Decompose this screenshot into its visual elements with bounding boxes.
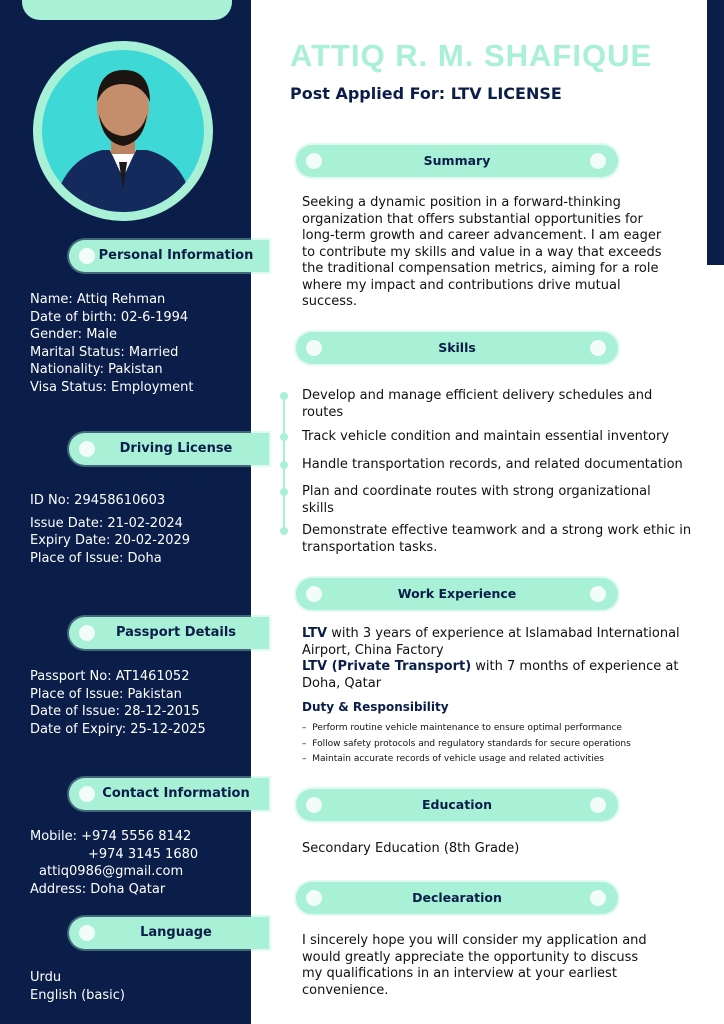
language-header: Language <box>69 917 269 949</box>
language-english: English (basic) <box>30 987 125 1003</box>
contact-information-list <box>30 828 245 898</box>
driving-license-list <box>30 492 245 567</box>
duty-list <box>302 721 712 768</box>
passport-place-of-issue: Place of Issue: Pakistan <box>30 686 182 702</box>
pill-dot-icon <box>79 441 95 457</box>
duty-item: – Follow safety protocols and regulatory standards for secure operations <box>302 738 631 749</box>
work-experience-jobs <box>302 626 707 692</box>
candidate-name: ATTIQ R. M. SHAFIQUE <box>290 38 653 73</box>
summary-header: Summary <box>296 145 618 177</box>
passport-expiry-date: Date of Expiry: 25-12-2025 <box>30 721 206 737</box>
bullet-dot-icon <box>280 392 288 400</box>
declaration-header: Declearation <box>296 882 618 914</box>
bullet-dot-icon <box>280 488 288 496</box>
bullet-dot-icon <box>280 527 288 535</box>
summary-text: Seeking a dynamic position in a forward-thinking organization that offers substantial opportunities for long-term growth and career advancement. I am eager to contribute my skills and value in a way that exceeds the traditional compensation metrics, aiming for a role where my impact and contributions drive mutual success. <box>302 195 662 309</box>
contact-address: Address: Doha Qatar <box>30 881 166 897</box>
passport-details-header: Passport Details <box>69 617 269 649</box>
personal-information-header: Personal Information <box>69 240 269 272</box>
contact-mobile: Mobile: +974 5556 8142 <box>30 829 192 844</box>
passport-number: Passport No: AT1461052 <box>30 669 190 684</box>
duty-item: – Maintain accurate records of vehicle usage and related activities <box>302 754 604 764</box>
language-urdu: Urdu <box>30 970 62 985</box>
education-text: Secondary Education (8th Grade) <box>302 841 520 856</box>
pill-dot-icon <box>79 248 95 264</box>
personal-information-list <box>30 291 245 396</box>
personal-visa-status: Visa Status: Employment <box>30 379 194 395</box>
profile-photo <box>42 50 204 212</box>
passport-issue-date: Date of Issue: 28-12-2015 <box>30 704 200 719</box>
job-entry: LTV with 3 years of experience at Islamabad International Airport, China Factory <box>302 626 680 658</box>
skills-header: Skills <box>296 332 618 364</box>
license-expiry-date: Expiry Date: 20-02-2029 <box>30 533 191 548</box>
personal-dob: Date of birth: 02-6-1994 <box>30 309 189 325</box>
license-issue-date: Issue Date: 21-02-2024 <box>30 515 183 531</box>
license-id: ID No: 29458610603 <box>30 493 166 508</box>
contact-information-header: Contact Information <box>69 778 269 810</box>
duty-responsibility-title: Duty & Responsibility <box>302 700 449 714</box>
license-place-of-issue: Place of Issue: Doha <box>30 550 162 566</box>
language-list <box>30 969 245 1004</box>
personal-gender: Gender: Male <box>30 327 117 342</box>
work-experience-header: Work Experience <box>296 578 618 610</box>
pill-dot-icon <box>79 786 95 802</box>
personal-nationality: Nationality: Pakistan <box>30 362 163 377</box>
pill-dot-icon <box>79 625 95 641</box>
personal-name: Name: Attiq Rehman <box>30 292 166 307</box>
bullet-dot-icon <box>280 433 288 441</box>
top-decorative-tab <box>22 0 232 20</box>
driving-license-header: Driving License Details <box>69 433 269 465</box>
right-decorative-bar <box>707 0 724 265</box>
education-header: Education <box>296 789 618 821</box>
declaration-text: I sincerely hope you will consider my application and would greatly appreciate the opportunity to discuss my qualifications in an interview at your earliest convenience. <box>302 933 647 998</box>
contact-email[interactable]: attiq0986@gmail.com <box>39 864 184 879</box>
job-entry: LTV (Private Transport) with 7 months of experience at Doha, Qatar <box>302 659 679 691</box>
duty-item: – Perform routine vehicle maintenance to ensure optimal performance <box>302 723 622 733</box>
pill-dot-icon <box>79 925 95 941</box>
post-applied-for: Post Applied For: LTV LICENSE <box>290 84 562 103</box>
passport-details-list <box>30 668 245 738</box>
bullet-dot-icon <box>280 461 288 469</box>
personal-marital-status: Marital Status: Married <box>30 344 179 360</box>
person-avatar-icon <box>42 50 204 212</box>
contact-mobile-secondary: +974 3145 1680 <box>88 846 199 862</box>
